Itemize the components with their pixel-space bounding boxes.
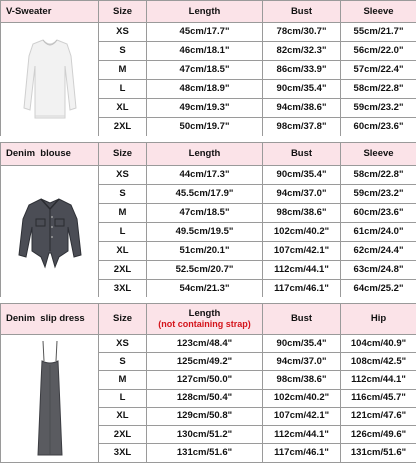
size-cell: XS xyxy=(99,23,147,42)
hip-cell: 116cm/45.7" xyxy=(341,389,416,407)
size-cell: XS xyxy=(99,335,147,353)
hip-cell: 112cm/44.1" xyxy=(341,371,416,389)
size-cell: M xyxy=(99,204,147,223)
table-header-row xyxy=(1,1,416,23)
length-cell: 49cm/19.3" xyxy=(147,99,263,118)
size-cell: 3XL xyxy=(99,443,147,462)
length-cell: 127cm/50.0" xyxy=(147,371,263,389)
length-cell: 47cm/18.5" xyxy=(147,204,263,223)
length-cell: 128cm/50.4" xyxy=(147,389,263,407)
length-cell: 51cm/20.1" xyxy=(147,242,263,261)
bust-cell: 94cm/37.0" xyxy=(263,353,341,371)
bust-cell: 98cm/37.8" xyxy=(263,118,341,137)
v-sweater-image xyxy=(19,36,81,124)
size-cell: M xyxy=(99,61,147,80)
size-table-v-sweater xyxy=(0,0,416,137)
column-header-sleeve: Sleeve xyxy=(341,143,416,166)
length-cell: 125cm/49.2" xyxy=(147,353,263,371)
length-cell: 45cm/17.7" xyxy=(147,23,263,42)
sleeve-cell: 56cm/22.0" xyxy=(341,42,416,61)
bust-cell: 112cm/44.1" xyxy=(263,425,341,443)
bust-cell: 117cm/46.1" xyxy=(263,443,341,462)
column-header-length: Length xyxy=(188,307,221,319)
sleeve-cell: 63cm/24.8" xyxy=(341,261,416,280)
sleeve-cell: 59cm/23.2" xyxy=(341,99,416,118)
length-cell: 46cm/18.1" xyxy=(147,42,263,61)
length-cell: 44cm/17.3" xyxy=(147,166,263,185)
length-cell: 130cm/51.2" xyxy=(147,425,263,443)
sleeve-cell: 58cm/22.8" xyxy=(341,166,416,185)
bust-cell: 117cm/46.1" xyxy=(263,280,341,299)
column-header-length: Length xyxy=(147,1,263,23)
size-cell: XL xyxy=(99,99,147,118)
size-cell: 2XL xyxy=(99,425,147,443)
size-cell: XL xyxy=(99,407,147,425)
table-row xyxy=(1,23,416,42)
bust-cell: 86cm/33.9" xyxy=(263,61,341,80)
length-cell: 131cm/51.6" xyxy=(147,443,263,462)
denim-slip-dress-image xyxy=(28,339,72,459)
length-cell: 45.5cm/17.9" xyxy=(147,185,263,204)
length-cell: 49.5cm/19.5" xyxy=(147,223,263,242)
length-cell: 54cm/21.3" xyxy=(147,280,263,299)
length-cell: 47cm/18.5" xyxy=(147,61,263,80)
bust-cell: 98cm/38.6" xyxy=(263,371,341,389)
hip-cell: 121cm/47.6" xyxy=(341,407,416,425)
size-cell: XS xyxy=(99,166,147,185)
table-header-row xyxy=(1,143,416,166)
bust-cell: 107cm/42.1" xyxy=(263,242,341,261)
size-cell: S xyxy=(99,353,147,371)
product-image-cell xyxy=(1,166,99,299)
sleeve-cell: 60cm/23.6" xyxy=(341,204,416,223)
column-header-bust: Bust xyxy=(263,143,341,166)
sleeve-cell: 55cm/21.7" xyxy=(341,23,416,42)
length-cell: 123cm/48.4" xyxy=(147,335,263,353)
length-cell: 50cm/19.7" xyxy=(147,118,263,137)
hip-cell: 126cm/49.6" xyxy=(341,425,416,443)
hip-cell: 131cm/51.6" xyxy=(341,443,416,462)
bust-cell: 112cm/44.1" xyxy=(263,261,341,280)
size-cell: 2XL xyxy=(99,261,147,280)
column-header-size: Size xyxy=(99,143,147,166)
table-row xyxy=(1,166,416,185)
sleeve-cell: 64cm/25.2" xyxy=(341,280,416,299)
length-cell: 48cm/18.9" xyxy=(147,80,263,99)
product-image-cell xyxy=(1,335,99,463)
length-cell: 52.5cm/20.7" xyxy=(147,261,263,280)
bust-cell: 94cm/37.0" xyxy=(263,185,341,204)
bust-cell: 102cm/40.2" xyxy=(263,389,341,407)
size-table-denim-slip-dress xyxy=(0,303,416,463)
table-header-row xyxy=(1,304,416,335)
size-cell: 3XL xyxy=(99,280,147,299)
hip-cell: 104cm/40.9" xyxy=(341,335,416,353)
column-header-size: Size xyxy=(99,1,147,23)
column-header-hip: Hip xyxy=(341,304,416,335)
sleeve-cell: 61cm/24.0" xyxy=(341,223,416,242)
size-cell: L xyxy=(99,389,147,407)
product-name: V-Sweater xyxy=(1,1,99,23)
size-cell: L xyxy=(99,223,147,242)
bust-cell: 98cm/38.6" xyxy=(263,204,341,223)
column-header-bust: Bust xyxy=(263,1,341,23)
product-name: Denim slip dress xyxy=(1,304,99,335)
size-cell: XL xyxy=(99,242,147,261)
column-header-size: Size xyxy=(99,304,147,335)
bust-cell: 107cm/42.1" xyxy=(263,407,341,425)
column-header-length: Length xyxy=(147,143,263,166)
bust-cell: 82cm/32.3" xyxy=(263,42,341,61)
size-table-denim-blouse xyxy=(0,142,416,299)
denim-blouse-image xyxy=(15,193,85,271)
column-header-bust: Bust xyxy=(263,304,341,335)
hip-cell: 108cm/42.5" xyxy=(341,353,416,371)
sleeve-cell: 59cm/23.2" xyxy=(341,185,416,204)
bust-cell: 78cm/30.7" xyxy=(263,23,341,42)
column-header-sleeve: Sleeve xyxy=(341,1,416,23)
size-cell: M xyxy=(99,371,147,389)
column-header-length-cell xyxy=(147,304,263,335)
bust-cell: 90cm/35.4" xyxy=(263,80,341,99)
sleeve-cell: 58cm/22.8" xyxy=(341,80,416,99)
length-note: (not containing strap) xyxy=(158,319,251,330)
size-cell: S xyxy=(99,185,147,204)
bust-cell: 102cm/40.2" xyxy=(263,223,341,242)
bust-cell: 90cm/35.4" xyxy=(263,166,341,185)
size-cell: 2XL xyxy=(99,118,147,137)
sleeve-cell: 60cm/23.6" xyxy=(341,118,416,137)
sleeve-cell: 57cm/22.4" xyxy=(341,61,416,80)
table-row xyxy=(1,335,416,353)
product-image-cell xyxy=(1,23,99,137)
size-cell: S xyxy=(99,42,147,61)
bust-cell: 90cm/35.4" xyxy=(263,335,341,353)
bust-cell: 94cm/38.6" xyxy=(263,99,341,118)
product-name: Denim blouse xyxy=(1,143,99,166)
sleeve-cell: 62cm/24.4" xyxy=(341,242,416,261)
length-cell: 129cm/50.8" xyxy=(147,407,263,425)
size-cell: L xyxy=(99,80,147,99)
